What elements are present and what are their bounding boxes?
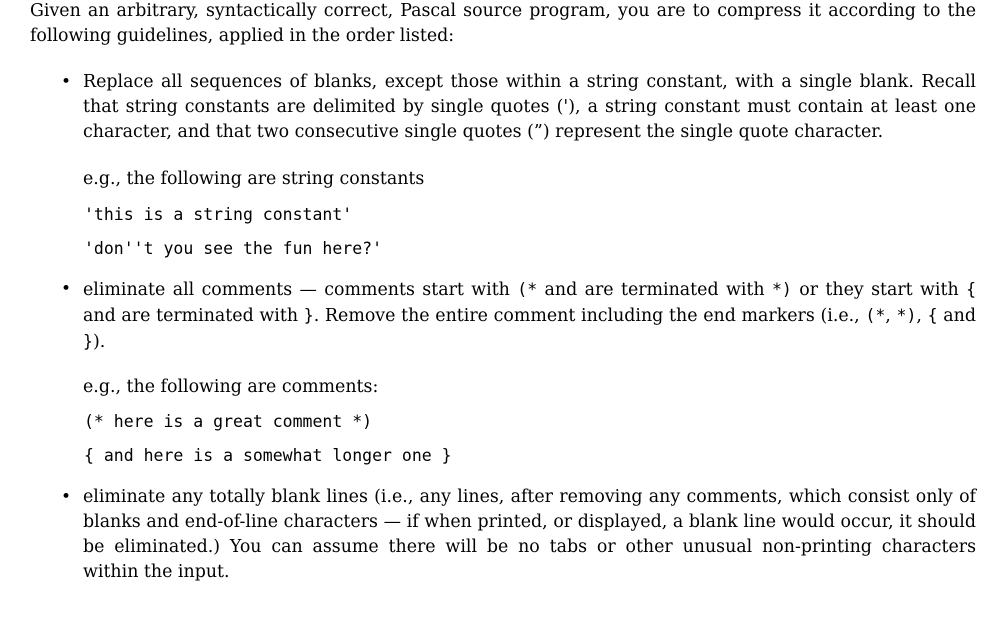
brace-open-marker: { xyxy=(966,280,977,299)
item2-text-part: and xyxy=(937,306,976,326)
item2-text xyxy=(83,277,976,355)
bullet: • xyxy=(61,72,72,92)
comment-start-marker: (* xyxy=(517,280,538,299)
item2-text-part: and are terminated with xyxy=(83,306,304,326)
item2-text-part: . Remove the entire comment including the end markers (i.e., xyxy=(313,306,866,326)
item2-text-part: ). xyxy=(92,332,106,352)
list-item-3 xyxy=(61,485,976,585)
brace-open-marker: { xyxy=(927,306,938,325)
item2-text-part: , xyxy=(916,306,928,326)
comment-end-marker: *) xyxy=(771,280,792,299)
item3-text: eliminate any totally blank lines (i.e., any lines, after removing any comments, which consist only of blanks and end-of-line characters — if when printed, or displayed, a blank line would occur, it should be eliminated.) You can assume there will be no tabs or other unusual non-printing characters within the input. xyxy=(83,487,976,582)
bullet: • xyxy=(61,487,72,507)
list-item-2 xyxy=(61,277,977,355)
code-example-string-2: 'don''t you see the fun here?' xyxy=(84,239,383,258)
brace-close-marker: } xyxy=(303,306,314,325)
item2-text-part: or they start with xyxy=(791,280,967,300)
item2-text-part: , xyxy=(885,306,897,326)
code-example-comment-2: { and here is a somewhat longer one } xyxy=(84,446,452,465)
brace-close-marker: } xyxy=(83,332,93,351)
item2-text-part: eliminate all comments — comments start with xyxy=(83,280,518,300)
item2-example-lead: e.g., the following are comments: xyxy=(83,377,379,397)
intro-paragraph: Given an arbitrary, syntactically correct, Pascal source program, you are to compress it according to the following guidelines, applied in the order listed: xyxy=(30,1,976,46)
comment-start-marker: (* xyxy=(865,306,886,325)
list-item-1 xyxy=(61,70,976,145)
code-example-comment-1: (* here is a great comment *) xyxy=(84,412,373,431)
bullet: • xyxy=(61,279,72,299)
item1-text: Replace all sequences of blanks, except those within a string constant, with a single blank. Recall that string constants are delimited by single quotes ('), a string constant must contain at least one character, and that two consecutive single quotes (”) represent the single quote character. xyxy=(83,72,976,142)
item1-example-lead: e.g., the following are string constants xyxy=(83,169,425,189)
code-example-string-1: 'this is a string constant' xyxy=(84,205,353,224)
item2-text-part: and are terminated with xyxy=(537,280,772,300)
comment-end-marker: *) xyxy=(896,306,917,325)
